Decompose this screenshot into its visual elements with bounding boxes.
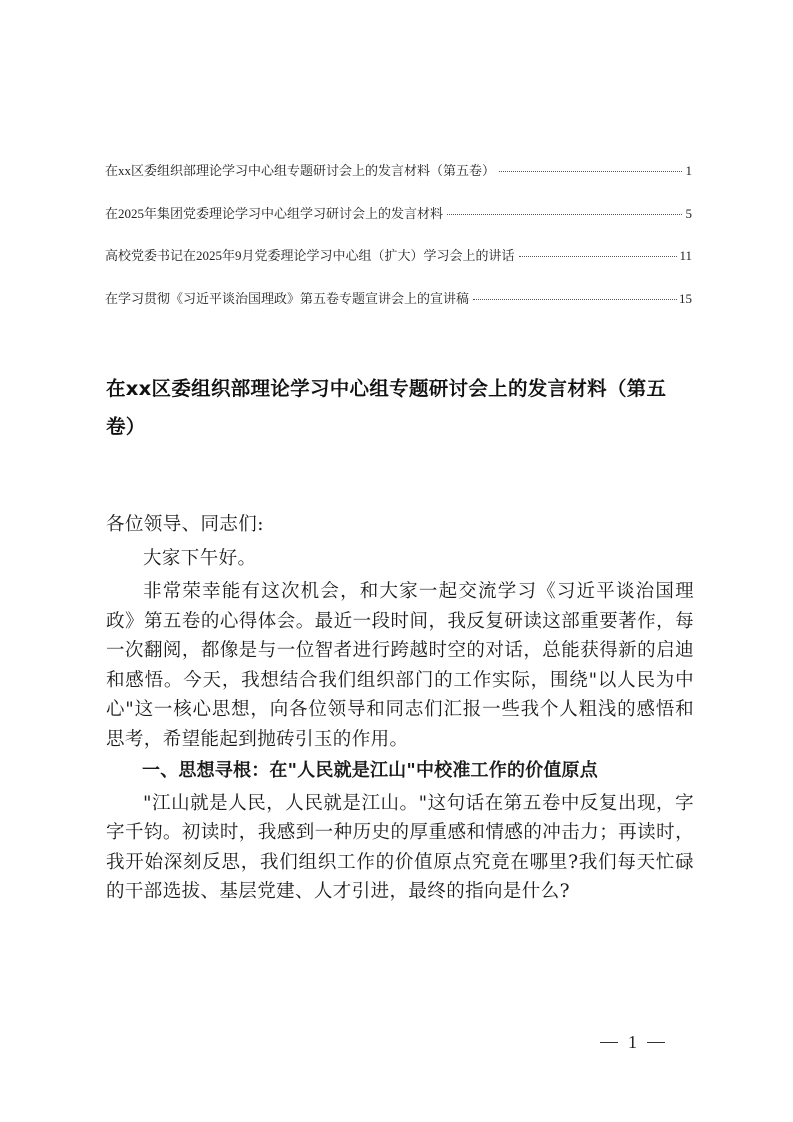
toc-entry-title: 在学习贯彻《习近平谈治国理政》第五卷专题宣讲会上的宣讲稿 bbox=[105, 290, 470, 306]
greeting: 大家下午好。 bbox=[143, 547, 257, 569]
table-of-contents bbox=[105, 160, 692, 330]
page-number: 1 bbox=[628, 1032, 637, 1052]
toc-entry[interactable] bbox=[105, 160, 692, 203]
salutation: 各位领导、同志们: bbox=[106, 514, 264, 535]
toc-entry-title: 在2025年集团党委理论学习中心组学习研讨会上的发言材料 bbox=[105, 205, 444, 221]
document-title: 在xx区委组织部理论学习中心组专题研讨会上的发言材料（第五卷） bbox=[106, 377, 667, 438]
toc-leader-dots bbox=[499, 171, 682, 172]
document-body bbox=[106, 510, 694, 907]
toc-entry-page: 5 bbox=[685, 205, 692, 221]
toc-entry[interactable] bbox=[105, 288, 692, 331]
section-heading: 一、思想寻根：在"人民就是江山"中校准工作的价值原点 bbox=[142, 760, 598, 781]
toc-leader-dots bbox=[519, 256, 678, 257]
toc-leader-dots bbox=[447, 214, 682, 215]
toc-entry-page: 15 bbox=[679, 290, 692, 306]
dash-left bbox=[600, 1042, 618, 1043]
toc-entry[interactable] bbox=[105, 203, 692, 246]
toc-leader-dots bbox=[473, 299, 677, 300]
toc-entry-title: 在xx区委组织部理论学习中心组专题研讨会上的发言材料（第五卷） bbox=[105, 163, 496, 178]
toc-entry-page: 11 bbox=[679, 248, 692, 263]
paragraph: "江山就是人民，人民就是江山。"这句话在第五卷中反复出现，字字千钧。初读时，我感到一种历史的厚重感和情感的冲击力；再读时，我开始深刻反思，我们组织工作的价值原点究竟在哪里?我们每天忙碌的干部选拔、基层党建、人才引进，最终的指向是什么? bbox=[106, 792, 694, 902]
toc-entry[interactable] bbox=[105, 245, 692, 288]
toc-entry-page: 1 bbox=[685, 163, 692, 178]
paragraph: 非常荣幸能有这次机会，和大家一起交流学习《习近平谈治国理政》第五卷的心得体会。最近一段时间，我反复研读这部重要著作，每一次翻阅，都像是与一位智者进行跨越时空的对话，总能获得新的启迪和感悟。今天，我想结合我们组织部门的工作实际，围绕"以人民为中心"这一核心思想，向各位领导和同志们汇报一些我个人粗浅的感悟和思考，希望能起到抛砖引玉的作用。 bbox=[106, 581, 694, 750]
dash-right bbox=[647, 1042, 665, 1043]
toc-entry-title: 高校党委书记在2025年9月党委理论学习中心组（扩大）学习会上的讲话 bbox=[105, 248, 515, 263]
page-number-footer bbox=[600, 1032, 665, 1053]
